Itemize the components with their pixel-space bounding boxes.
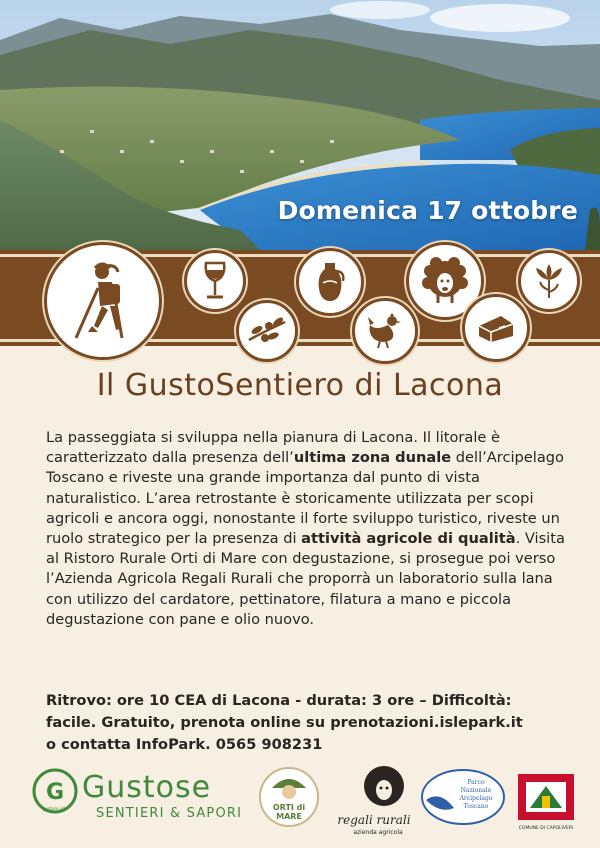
cheese-icon bbox=[462, 294, 530, 362]
comune-capoliveri-logo bbox=[516, 772, 576, 834]
parco-nazionale-logo bbox=[420, 768, 506, 826]
description-bold-dunal: ultima zona dunale bbox=[293, 449, 452, 467]
event-date: Domenica 17 ottobre bbox=[277, 196, 578, 225]
description-bold-quality: attività agricole di qualità bbox=[301, 530, 516, 548]
parco-line-4: Toscano bbox=[463, 803, 489, 810]
event-title: Il GustoSentiero di Lacona bbox=[96, 368, 504, 403]
parco-line-2: Nazionale bbox=[460, 787, 492, 794]
description-text-2: dell’Arcipelago Toscano e riveste una grande importanza dal punto di vista naturalistico. L’area retrostante è storicamente utilizzata per scopi agricoli e ancora oggi, nonostante il forte sviluppo turistico, riveste un ruolo strategico per la presenza di bbox=[46, 449, 564, 548]
svg-text:G: G bbox=[45, 780, 65, 805]
meeting-info-line: Ritrovo: ore 10 CEA di Lacona - durata: 3 ore – Difficoltà: bbox=[46, 692, 512, 709]
sponsor-footer bbox=[0, 760, 600, 848]
orti-line-2: MARE bbox=[276, 812, 302, 821]
booking-info-line: facile. Gratuito, prenota online su prenotazioni.islepark.it bbox=[46, 714, 523, 731]
orti-di-mare-logo bbox=[258, 766, 320, 828]
jug-icon bbox=[296, 248, 364, 316]
parco-line-3: Arcipelago bbox=[459, 795, 493, 802]
regali-name: regali rurali bbox=[337, 813, 411, 827]
event-info bbox=[46, 690, 576, 756]
contact-info-line: o contatta InfoPark. 0565 908231 bbox=[46, 736, 323, 753]
regali-tagline: azienda agricola bbox=[353, 829, 403, 836]
hiker-icon bbox=[44, 242, 162, 360]
olive-branch-icon bbox=[236, 300, 298, 362]
gustose-name: Gustose bbox=[82, 770, 212, 805]
regali-rurali-logo bbox=[330, 762, 414, 840]
chicken-icon bbox=[352, 298, 418, 364]
description-text-1: La passeggiata si sviluppa nella pianura di Lacona. Il litorale è caratterizzato dalla presenza dell’ bbox=[46, 429, 501, 467]
description-text-3: . Visita al Ristoro Rurale Orti di Mare con degustazione, si prosegue poi verso l’Azienda Agricola Regali Rurali che proporrà un laboratorio sulla lana con utilizzo del cardatore, pettinatore, filatura a mano e piccola degustazione con pane e olio nuovo. bbox=[46, 530, 565, 628]
gustose-tagline: SENTIERI & SAPORI bbox=[96, 806, 243, 821]
gustose-logo bbox=[32, 768, 78, 818]
gustose-ring-text: gustose.info bbox=[42, 806, 68, 811]
parco-line-1: Parco bbox=[467, 779, 485, 786]
wine-glass-icon bbox=[184, 250, 246, 312]
saffron-flower-icon bbox=[518, 250, 580, 312]
event-description bbox=[46, 428, 566, 630]
orti-line-1: ORTI di bbox=[272, 803, 306, 812]
comune-label: COMUNE DI CAPOLIVERI bbox=[518, 826, 574, 831]
